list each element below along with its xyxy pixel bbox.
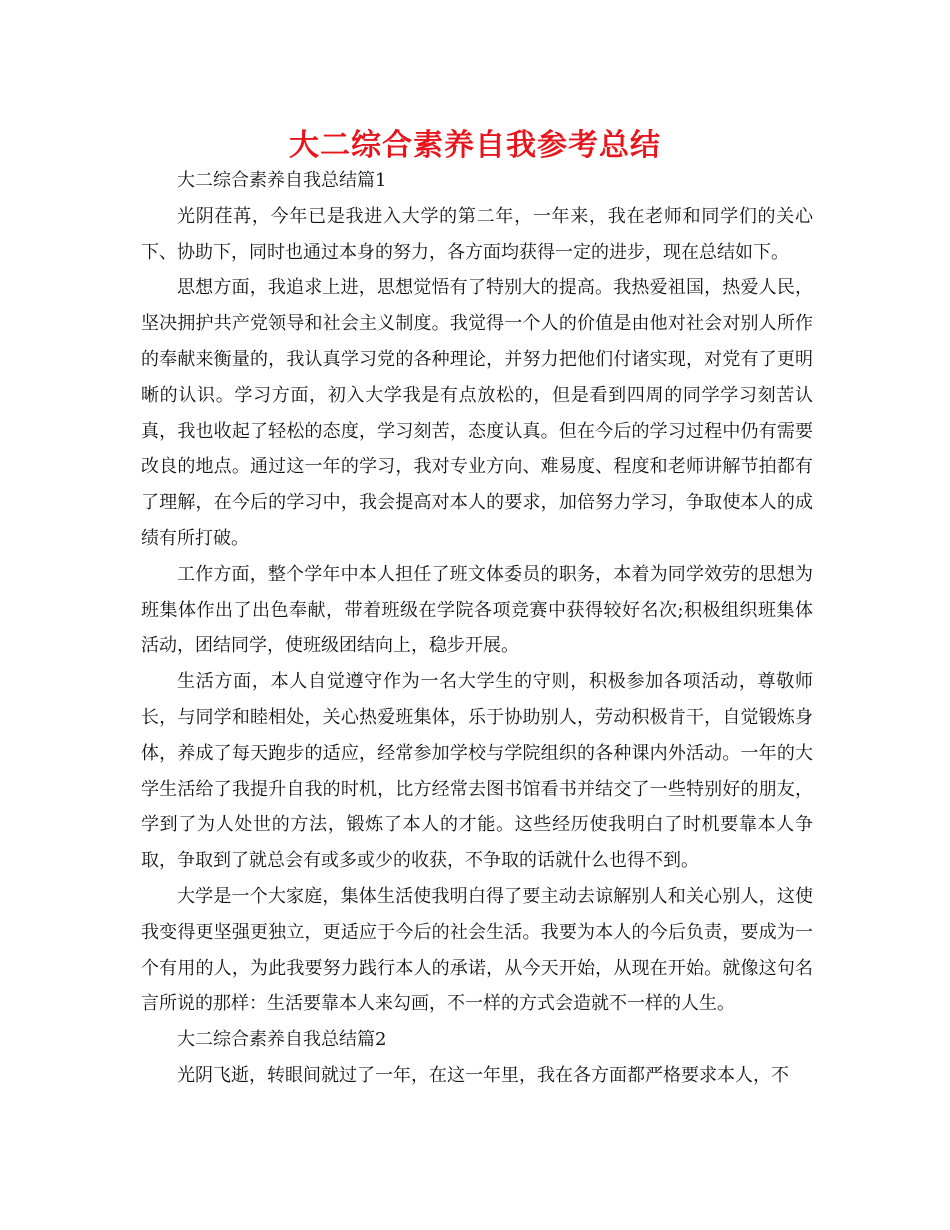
section-heading-1: 大二综合素养自我总结篇1 [177, 170, 387, 191]
paragraph-intro: 光阴荏苒，今年已是我进入大学的第二年，一年来，我在老师和同学们的关心下、协助下，同时也通过本身的努力，各方面均获得一定的进步，现在总结如下。 [141, 205, 813, 263]
document-title: 大二综合素养自我参考总结 [289, 128, 661, 163]
paragraph-work: 工作方面，整个学年中本人担任了班文体委员的职务，本着为同学效劳的思想为班集体作出了出色奉献，带着班级在学院各项竞赛中获得较好名次;积极组织班集体活动，团结同学，使班级团结向上，稳步开展。 [141, 563, 813, 657]
section-heading-2: 大二综合素养自我总结篇2 [177, 1029, 387, 1051]
document-body [141, 163, 813, 1094]
paragraph-second-intro: 光阴飞逝，转眼间就过了一年，在这一年里，我在各方面都严格要求本人，不 [177, 1064, 789, 1086]
paragraph-conclusion: 大学是一个大家庭，集体生活使我明白得了要主动去谅解别人和关心别人，这使我变得更坚强更独立，更适应于今后的社会生活。我要为本人的今后负责，要成为一个有用的人，为此我要努力践行本人的承诺，从今天开始，从现在开始。就像这句名言所说的那样：生活要靠本人来勾画，不一样的方式会造就不一样的人生。 [141, 885, 813, 1015]
paragraph-thought-study: 思想方面，我追求上进，思想觉悟有了特别大的提高。我热爱祖国，热爱人民，坚决拥护共产党领导和社会主义制度。我觉得一个人的价值是由他对社会对别人所作的奉献来衡量的，我认真学习党的各种理论，并努力把他们付诸实现，对党有了更明晰的认识。学习方面，初入大学我是有点放松的，但是看到四周的同学学习刻苦认真，我也收起了轻松的态度，学习刻苦，态度认真。但在今后的学习过程中仍有需要改良的地点。通过这一年的学习，我对专业方向、难易度、程度和老师讲解节拍都有了理解，在今后的学习中，我会提高对本人的要求，加倍努力学习，争取使本人的成绩有所打破。 [141, 277, 813, 549]
paragraph-life: 生活方面，本人自觉遵守作为一名大学生的守则，积极参加各项活动，尊敬师长，与同学和睦相处，关心热爱班集体，乐于协助别人，劳动积极肯干，自觉锻炼身体，养成了每天跑步的适应，经常参加学校与学院组织的各种课内外活动。一年的大学生活给了我提升自我的时机，比方经常去图书馆看书并结交了一些特别好的朋友，学到了为人处世的方法，锻炼了本人的才能。这些经历使我明白了时机要靠本人争取，争取到了就总会有或多或少的收获，不争取的话就什么也得不到。 [141, 671, 813, 872]
